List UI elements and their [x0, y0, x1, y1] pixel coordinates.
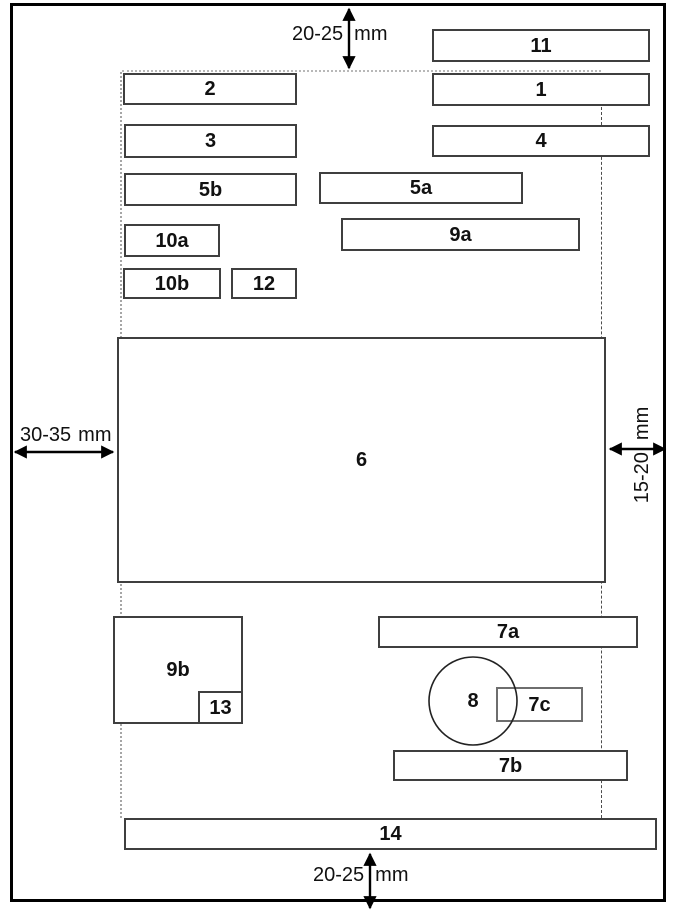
zone-box-10b	[123, 268, 221, 299]
zone-box-10a-label: 10a	[155, 229, 189, 252]
bottom-margin-dimension	[313, 864, 408, 887]
top-margin-value: 20-25	[292, 23, 344, 45]
zone-box-5b	[124, 173, 297, 206]
zone-box-7a-label: 7a	[496, 621, 520, 643]
bottom-margin-unit: mm	[375, 864, 409, 886]
top-margin-dimension	[292, 23, 387, 46]
zone-box-10a	[124, 224, 220, 257]
zone-box-5a-label: 5a	[409, 177, 433, 199]
zone-box-12	[231, 268, 297, 299]
zone-box-5b-label: 5b	[198, 178, 223, 201]
zone-box-2	[123, 73, 297, 105]
zone-box-9a-label: 9a	[449, 223, 472, 246]
zone-box-11	[432, 29, 650, 62]
zone-box-6	[117, 337, 606, 583]
zone-box-5a	[319, 172, 523, 204]
zone-box-4	[432, 125, 650, 157]
zone-box-6-label: 6	[355, 449, 368, 471]
zone-box-2-label: 2	[204, 78, 216, 100]
zone-box-14-label: 14	[379, 823, 402, 845]
zone-box-3	[124, 124, 297, 158]
zone-box-7c	[496, 687, 583, 722]
right-margin-unit: mm	[630, 406, 653, 441]
zone-box-14	[124, 818, 657, 850]
zone-box-7b	[393, 750, 628, 781]
zone-box-10b-label: 10b	[154, 272, 190, 295]
zone-box-7c-label: 7c	[528, 693, 551, 716]
zone-box-7a	[378, 616, 638, 648]
bottom-margin-value: 20-25	[313, 864, 365, 886]
zone-box-1	[432, 73, 650, 106]
left-margin-value: 30-35	[20, 424, 72, 446]
circle-zone-8-label: 8	[467, 689, 479, 712]
top-margin-unit: mm	[354, 23, 388, 45]
zone-box-7b-label: 7b	[498, 754, 523, 777]
left-margin-dimension	[20, 424, 111, 447]
left-margin-unit: mm	[78, 424, 112, 446]
zone-box-3-label: 3	[204, 130, 217, 152]
zone-box-9a	[341, 218, 580, 251]
zone-box-4-label: 4	[535, 130, 547, 152]
zone-box-13-label: 13	[209, 696, 232, 719]
zone-box-9b-label: 9b	[166, 659, 190, 681]
top-margin-guide	[122, 70, 601, 72]
right-margin-value: 15-20	[630, 452, 653, 504]
right-margin-dimension	[628, 407, 656, 503]
zone-box-1-label: 1	[535, 78, 547, 101]
zone-box-11-label: 11	[530, 34, 552, 57]
zone-box-12-label: 12	[252, 272, 276, 295]
zone-box-13	[198, 691, 243, 724]
